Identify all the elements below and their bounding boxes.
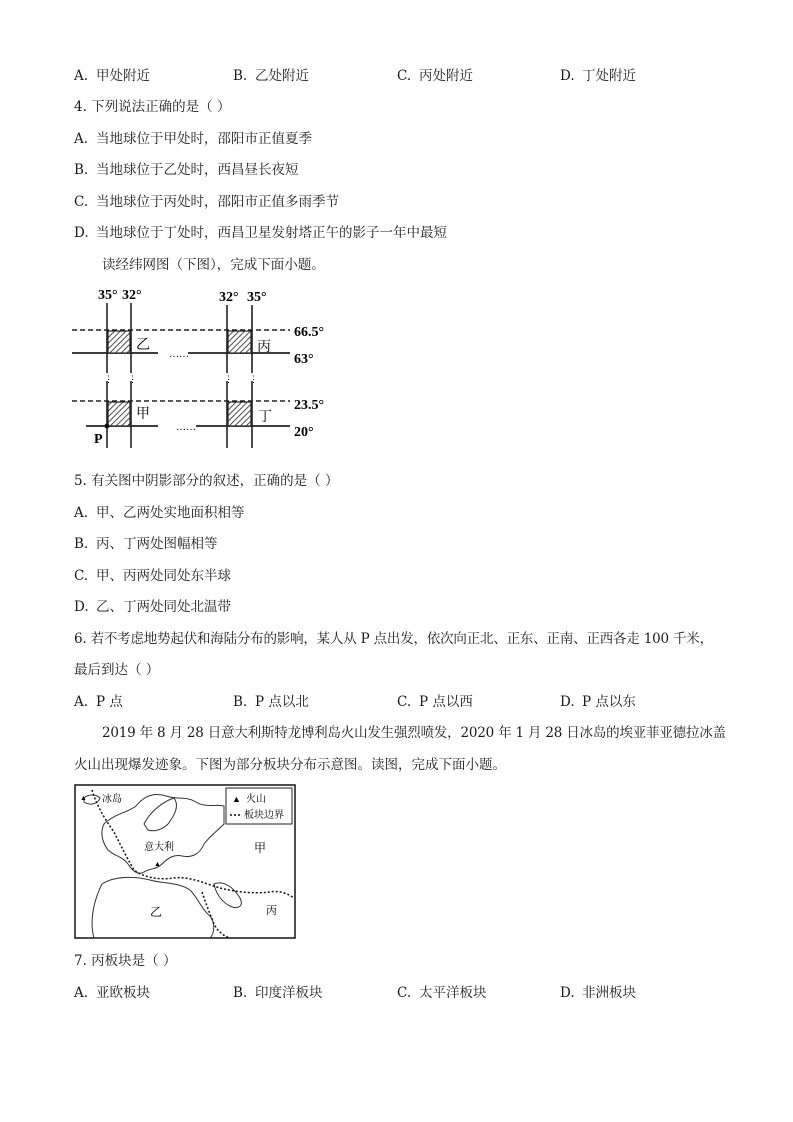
option-text: P 点以西: [419, 694, 473, 710]
option-label: A.: [74, 505, 89, 521]
region-label-jia: 甲: [136, 407, 150, 422]
option-label: C.: [74, 568, 89, 584]
lat-lon-grid-figure: [66, 283, 346, 453]
lon-label-right-35: 35°: [247, 290, 267, 305]
q5-option-d: [74, 598, 231, 616]
iceland-label: 冰岛: [102, 794, 122, 805]
italy-volcano-marker: ▲: [154, 860, 161, 868]
point-p-label: P: [94, 432, 103, 447]
option-text: 当地球位于乙处时，西昌昼长夜短: [96, 162, 299, 178]
q7-option-b: [233, 984, 323, 1002]
region-label-yi: 乙: [136, 338, 150, 353]
q3-option-b: [233, 67, 309, 85]
q4-option-d: [74, 224, 447, 242]
iceland-volcano-marker: ▲: [80, 794, 87, 802]
q4-stem: 4. 下列说法正确的是（ ）: [74, 99, 231, 115]
intro-text-2-line-1: 2019 年 8 月 28 日意大利斯特龙博利岛火山发生强烈喷发，2020 年 1 月 28 日冰岛的埃亚菲亚德拉冰盖: [102, 725, 726, 741]
option-text: P 点以东: [582, 694, 636, 710]
option-label: D.: [560, 985, 575, 1001]
option-text: 印度洋板块: [255, 985, 323, 1001]
option-label: C.: [397, 985, 412, 1001]
legend-volcano-label: 火山: [246, 794, 266, 805]
option-text: 甲、丙两处同处东半球: [96, 568, 231, 584]
option-text: 亚欧板块: [96, 985, 150, 1001]
italy-label: 意大利: [144, 842, 174, 853]
plate-label-bing: 丙: [266, 905, 277, 917]
lat-label-20: 20°: [294, 425, 314, 440]
plate-map-svg: [74, 784, 296, 939]
option-text: 非洲板块: [582, 985, 636, 1001]
lat-label-63: 63°: [294, 352, 314, 367]
option-label: B.: [74, 536, 89, 552]
q6-stem-line-2: 最后到达（ ）: [74, 662, 160, 678]
option-text: P 点以北: [255, 694, 309, 710]
option-text: 丙、丁两处图幅相等: [96, 536, 218, 552]
q5-option-b: [74, 535, 218, 553]
q6-option-a: [74, 693, 123, 711]
region-label-bing: 丙: [257, 340, 271, 355]
q4-option-a: [74, 130, 312, 148]
plate-label-jia: 甲: [254, 841, 267, 855]
option-text: 当地球位于甲处时，邵阳市正值夏季: [96, 131, 312, 147]
plate-distribution-map: [74, 784, 296, 939]
q6-option-d: [560, 693, 636, 711]
q5-option-a: [74, 504, 245, 522]
option-label: A.: [74, 985, 89, 1001]
lon-label-left-32: 32°: [122, 288, 142, 303]
shaded-region-ding: [228, 402, 251, 426]
gap-dots: ⋮: [249, 374, 258, 384]
q3-option-a: [74, 67, 150, 85]
q6-option-b: [233, 693, 309, 711]
lon-label-left-35: 35°: [98, 288, 118, 303]
option-label: D.: [74, 225, 89, 241]
q7-option-a: [74, 984, 150, 1002]
option-text: 太平洋板块: [419, 985, 487, 1001]
legend-volcano-symbol: ▲: [232, 794, 241, 804]
option-text: 当地球位于丁处时，西昌卫星发射塔正午的影子一年中最短: [96, 225, 447, 241]
option-label: B.: [233, 68, 248, 84]
shaded-region-jia: [108, 402, 130, 426]
option-label: B.: [74, 162, 89, 178]
q6-stem-line-1: 6. 若不考虑地势起伏和海陆分布的影响，某人从 P 点出发，依次向正北、正东、正南、正西各走 100 千米，: [74, 631, 713, 647]
option-label: A.: [74, 694, 89, 710]
option-text: 乙处附近: [255, 68, 309, 84]
option-label: D.: [560, 68, 575, 84]
option-text: 当地球位于丙处时，邵阳市正值多雨季节: [96, 194, 339, 210]
shaded-region-yi: [108, 331, 130, 353]
gap-dots-63: ……: [169, 349, 189, 360]
option-label: B.: [233, 985, 248, 1001]
shaded-region-bing: [228, 331, 251, 353]
option-label: C.: [397, 68, 412, 84]
lat-label-66-5: 66.5°: [294, 325, 325, 340]
q5-option-c: [74, 567, 231, 585]
q7-option-d: [560, 984, 636, 1002]
region-label-ding: 丁: [258, 410, 272, 425]
q3-option-c: [397, 67, 473, 85]
option-label: C.: [74, 194, 89, 210]
option-label: C.: [397, 694, 412, 710]
intro-text-1: 读经纬网图（下图），完成下面小题。: [102, 257, 325, 273]
gap-dots: ⋮: [128, 374, 137, 384]
option-text: 甲、乙两处实地面积相等: [96, 505, 245, 521]
option-label: D.: [74, 599, 89, 615]
plate-label-yi: 乙: [150, 905, 163, 919]
q4-option-c: [74, 193, 339, 211]
gap-dots: ⋮: [224, 374, 233, 384]
legend-boundary-label: 板块边界: [244, 810, 284, 821]
option-label: B.: [233, 694, 248, 710]
lon-label-right-32: 32°: [219, 290, 239, 305]
option-text: 乙、丁两处同处北温带: [96, 599, 231, 615]
q5-stem: 5. 有关图中阴影部分的叙述，正确的是（ ）: [74, 473, 339, 489]
q4-option-b: [74, 161, 299, 179]
intro-text-2-line-2: 火山出现爆发迹象。下图为部分板块分布示意图。读图，完成下面小题。: [74, 757, 506, 773]
option-label: A.: [74, 131, 89, 147]
q7-stem: 7. 丙板块是（ ）: [74, 953, 177, 969]
option-label: D.: [560, 694, 575, 710]
q7-option-c: [397, 984, 487, 1002]
option-text: 丙处附近: [419, 68, 473, 84]
option-label: A.: [74, 68, 89, 84]
option-text: 丁处附近: [582, 68, 636, 84]
point-p-marker: [105, 424, 110, 429]
option-text: 甲处附近: [96, 68, 150, 84]
q3-option-d: [560, 67, 636, 85]
option-text: P 点: [96, 694, 123, 710]
q6-option-c: [397, 693, 473, 711]
gap-dots: ⋮: [104, 374, 113, 384]
gap-dots-20: ……: [176, 422, 196, 433]
lat-label-23-5: 23.5°: [294, 398, 325, 413]
